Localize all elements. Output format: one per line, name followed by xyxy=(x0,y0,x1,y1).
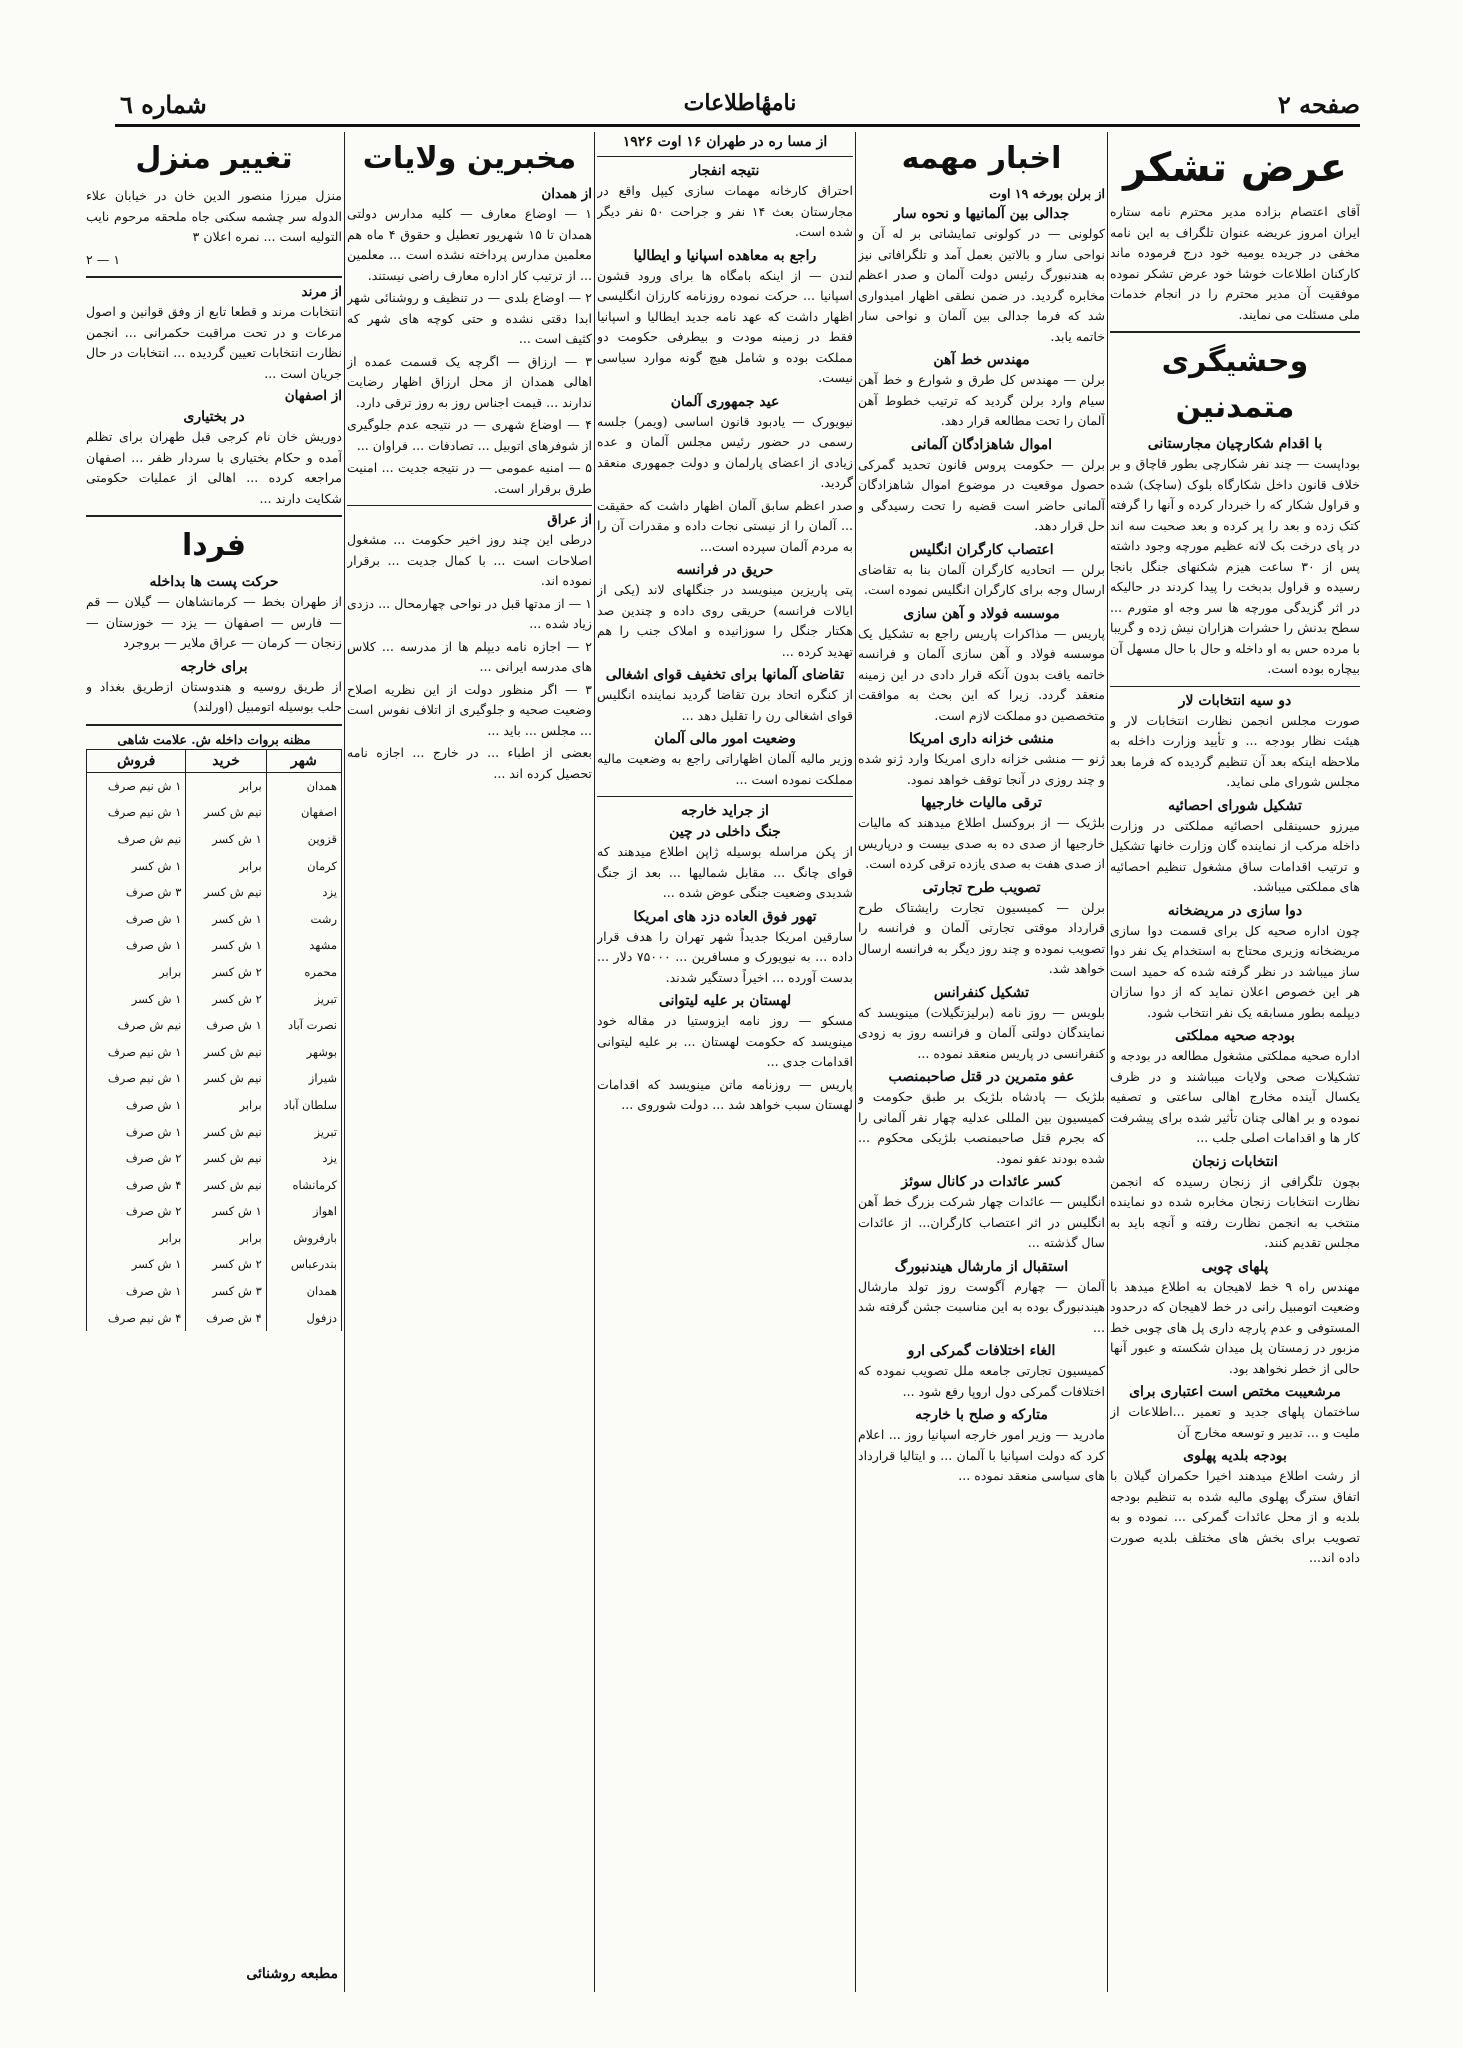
column-5 xyxy=(86,132,342,1992)
news-text: پتی پاریزین مینویسد در جنگلهای لاند (یکی از ایالات فرانسه) حریقی روی داده و چندین صد هکتار جنگل را سوزانیده و املاک جنب را هم تهدید کرده ... xyxy=(597,582,853,659)
section-sub: از عراق xyxy=(547,512,592,528)
news-text: مسکو — روز نامه ایزوستیا در مقاله خود مینویسد که حکومت لهستان ... بر علیه لیتوانی اقدامات جدی ... xyxy=(597,1013,853,1069)
table-cell: بارفروش xyxy=(266,1225,341,1252)
divider xyxy=(86,515,342,517)
news-sub: تشکیل کنفرانس xyxy=(933,984,1030,1001)
table-cell: یزد xyxy=(266,879,341,906)
news-text: انگلیس — عائدات چهار شرکت بزرگ خط آهن انگلیس در اثر اعتصاب کارگران... از عائدات سال گذشته ... xyxy=(858,1194,1105,1250)
table-cell: برابر xyxy=(186,1225,266,1252)
news-text: برلن — کمیسیون تجارت رایشتاک طرح قرارداد موقتی تجارتی آلمان و فرانسه را تصویب نموده و چند روز دیگر به فرانسه ارسال خواهد شد. xyxy=(858,899,1105,976)
table-cell: ۱ ش کسر xyxy=(186,905,266,932)
table-cell: قزوین xyxy=(266,826,341,853)
projects-title: مرشعیبت مختص است اعتباری برای xyxy=(1129,1384,1341,1400)
table-cell: برابر xyxy=(186,772,266,799)
table-cell: ۱ ش نیم صرف xyxy=(87,799,186,826)
section-sub: از جراید خارجه xyxy=(681,803,769,819)
table-cell: ۱ ش کسر xyxy=(186,1198,266,1225)
table-cell: نیم ش صرف xyxy=(87,1012,186,1039)
table-cell: سلطان آباد xyxy=(266,1092,341,1119)
table-row xyxy=(87,959,342,986)
table-cell: تبریز xyxy=(266,1118,341,1145)
correspondents-title: مخبرین ولایات xyxy=(362,141,577,176)
table-cell: ۴ ش صرف xyxy=(186,1304,266,1331)
rates-header: خرید xyxy=(186,749,266,772)
news-text: بلویس — روز نامه (برلیزتگیلات) مینویسد که نمایندگان دولتی آلمان و فرانسه روز به زودی کنفرانسی در پاریس منعقد نموده ... xyxy=(858,1004,1105,1061)
table-cell: نیم ش صرف xyxy=(87,826,186,853)
news-text: برلن — حکومت پروس قانون تحدید گمرکی حصول موقعیت در موضوع اموال شاهزادگان آلمانی حاضر است قضیه را تحت رسیدگی و حل قرار دهد. xyxy=(858,456,1105,533)
report-text: ۲ — اوضاع بلدی — در تنظیف و روشنائی شهر ابدا دقتی نشده و حتی کوچه های شهر که کثیف است ... xyxy=(347,290,592,346)
table-cell: ۱ ش صرف xyxy=(87,1118,186,1145)
budget-title: بودجه صحیه مملکتی xyxy=(1175,1028,1295,1044)
divider xyxy=(86,724,342,726)
column-4 xyxy=(347,132,592,1992)
zanjan-title: انتخابات زنجان xyxy=(1192,1153,1278,1170)
news-text: لندن — از اینکه بامگاه ها برای ورود قشون اسپانیا ... حرکت نموده روزنامه کارزان انگلیسی اظهار داشت که عهد نامه جدید ایطالیا و اسپانیا فقط در زمینه مودت و بیطرفی حکومت دو مملکت بوده و شامل هیچ گونه موارد سیاسی نیست. xyxy=(597,267,853,385)
health-title: تشکیل شورای احصائیه xyxy=(1168,797,1302,814)
dateline: از برلن بورخه ۱۹ اوت xyxy=(989,186,1105,201)
table-cell: ۱ ش صرف xyxy=(87,905,186,932)
table-cell: ۲ ش کسر xyxy=(186,985,266,1012)
table-cell: اصفهان xyxy=(266,799,341,826)
news-sub: اموال شاهزادگان آلمانی xyxy=(911,436,1052,453)
table-cell: محمره xyxy=(266,959,341,986)
table-cell: مشهد xyxy=(266,932,341,959)
table-cell: نیم ش کسر xyxy=(186,799,266,826)
table-cell: برابر xyxy=(87,1225,186,1252)
table-row xyxy=(87,1198,342,1225)
abroad-title: از مسا ره در طهران ۱۶ اوت ۱۹۲۶ xyxy=(622,134,828,150)
news-text: بلژیک — از بروکسل اطلاع میدهند که مالیات خارجیها از صدی ده به صدی بیست و درپاریس از صدی هفت به صدی یازده ترقی کرده است. xyxy=(858,815,1105,871)
table-cell: ۴ ش نیم صرف xyxy=(87,1304,186,1331)
table-cell: یزد xyxy=(266,1145,341,1172)
report-text: ۱ — اوضاع معارف — کلیه مدارس دولتی همدان تا ۱۵ شهریور تعطیل و حقوق ۴ ماه هم معلمین مدارس پرداخته نشده است ... معلمین ... از ترتیب کار اداره معارف راضی نیستند. xyxy=(347,206,592,283)
zanjan-text: بچون تلگرافی از زنجان رسیده که انجمن نظارت انتخابات زنجان مخابره شده دو نماینده منتخب به انجمن نظارت رفته و آنچه باید به مجلس تقدیم کنند. xyxy=(1110,1173,1360,1250)
page-number: صفحه ۲ xyxy=(1277,90,1360,119)
table-cell: برابر xyxy=(186,1092,266,1119)
table-row xyxy=(87,826,342,853)
table-row xyxy=(87,772,342,799)
news-text: بلژیک — پادشاه بلژیک بر طبق حکومت و کمیسیون بین المللی عدلیه چهار نفر آلمانی را که بجرم قتل صاحبمنصب بلژیکی محکوم ... شده بودند عفو نمود. xyxy=(858,1089,1105,1166)
table-cell: نیم ش کسر xyxy=(186,1065,266,1092)
news-sub: لهستان بر علیه لیتوانی xyxy=(658,993,792,1009)
masthead xyxy=(120,86,1360,122)
table-row xyxy=(87,1065,342,1092)
table-cell: ۱ ش صرف xyxy=(87,932,186,959)
news-text: مادرید — وزیر امور خارجه اسپانیا روز ... اعلام کرد که دولت اسپانیا با آلمان ... و ایتالیا قرارداد های سیاسی منعقد نموده ... xyxy=(858,1427,1105,1483)
printer-name: مطبعه روشنائی xyxy=(246,1966,338,1982)
news-text: از کنگره اتحاد برن تقاضا گردید نماینده انگلیس قوای اشغالی رن را تقلیل دهد ... xyxy=(597,687,853,723)
table-cell: دزفول xyxy=(266,1304,341,1331)
news-sub: اعتصاب کارگران انگلیس xyxy=(909,541,1054,558)
table-cell: ۴ ش صرف xyxy=(87,1171,186,1198)
column-rule xyxy=(1107,132,1108,1992)
table-cell: نیم ش کسر xyxy=(186,1171,266,1198)
table-cell: ۱ ش کسر xyxy=(186,826,266,853)
table-row xyxy=(87,799,342,826)
news-sub: عفو متمرین در قتل صاحبمنصب xyxy=(888,1069,1075,1085)
table-cell: نیم ش کسر xyxy=(186,1145,266,1172)
medicine-text: چون اداره صحیه کل برای قسمت دوا سازی مریضخانه وزیری محتاج به استخدام یک نفر دوا ساز میباشد در نظر گرفته شده که حمید است هر این خصوص اعلان نماید که از دوا سازان دیپلمه بطور مسابقه یک نفر انتخاب شود. xyxy=(1110,922,1360,1020)
table-row xyxy=(87,1304,342,1331)
report-text: ۲ — اجازه نامه دیپلم ها از مدرسه ... کلاس های مدرسه ایرانی ... xyxy=(347,638,592,674)
section-sub: برای خارجه xyxy=(180,658,248,675)
news-sub: منشی خزانه داری امریکا xyxy=(908,731,1055,747)
news-text: آلمان — چهارم آگوست روز تولد مارشال هیندنبورگ بوده به این مناسبت جشن گرفته شد ... xyxy=(858,1278,1105,1335)
elections-text: صورت مجلس انجمن نظارت انتخابات لار و هیئت نظار بودجه ... و تأیید وزارت داخله به ملاحظه اینکه بعد آن تنظیم گردیده که فرما بعد مجلس شورای ملی نماید. xyxy=(1110,712,1360,789)
divider xyxy=(347,505,592,506)
pahlavi-title: بودجه بلدیه پهلوی xyxy=(1183,1448,1287,1464)
rates-header: شهر xyxy=(266,749,341,772)
table-cell: ۲ ش صرف xyxy=(87,1198,186,1225)
section-sub: از همدان xyxy=(541,186,592,202)
column-1 xyxy=(1110,132,1360,1992)
divider xyxy=(597,156,853,157)
news-text: پاریس — روزنامه ماتن مینویسد که اقدامات لهستان سبب خواهد شد ... دولت شوروی ... xyxy=(597,1076,853,1112)
table-cell: نصرت آباد xyxy=(266,1012,341,1039)
news-sub: متارکه و صلح با خارجه xyxy=(915,1407,1048,1423)
table-cell: ۲ ش کسر xyxy=(186,1251,266,1278)
rates-header: فروش xyxy=(87,749,186,772)
news-sub: تصویب طرح تجارتی xyxy=(922,879,1041,896)
tomorrow-title: فردا xyxy=(182,528,246,563)
bridges-title: پلهای چوبی xyxy=(1201,1258,1269,1275)
divider xyxy=(1110,686,1360,687)
table-cell: اهواز xyxy=(266,1198,341,1225)
table-cell: ۱ ش صرف xyxy=(87,1278,186,1305)
news-text: برلن — اتحادیه کارگران آلمان بنا به تقاضای ارسال وجه برای کارگران انگلیس نموده است. xyxy=(858,561,1105,597)
report-text: دوریش خان نام کرجی قبل طهران برای تظلم آمده و حکام بختیاری با سردار ظفر ... اصفهان مراجعه کرده ... اهالی از عملیات حکومتی شکایت دارند ... xyxy=(86,429,342,506)
table-cell: ۱ ش کسر xyxy=(87,985,186,1012)
divider xyxy=(86,276,342,278)
rates-body xyxy=(87,772,342,1331)
section-sub: از اصفهان xyxy=(284,388,342,404)
news-text: پاریس — مذاکرات پاریس راجع به تشکیل یک موسسه فولاد و آهن سازی آلمان و فرانسه خاتمه یافت بدون آنکه قرار دادی در این زمینه منعقد گردد. زیرا که این بحث به موافقت متخصصین دو مملکت لازم است. xyxy=(858,625,1105,723)
report-text: ۳ — ارزاق — اگرچه یک قسمت عمده از اهالی همدان از محل ارزاق اظهار رضایت ندارند ... قیمت اجناس روز به روز ترقی دارد. xyxy=(347,353,592,410)
report-text: از طهران بخط — کرمانشاهان — گیلان — قم — فارس — اصفهان — یزد — خوزستان — زنجان — کرمان — عراق ملایر — بروجرد xyxy=(86,594,342,650)
rates-table xyxy=(86,749,342,1331)
news-text: کولونی — در کولونی تمایشاتی بر له آن و نواحی سار و بالاتین بعمل آمد و تلگرافاتی نیز به هندنبورگ رئیس دولت آلمان و صدر اعظم مخابره گردید. در ضمن نطقی اظهار امیدواری شد که فرما جدالی بین آلمان و نواحی سار خاتمه یابد. xyxy=(858,226,1105,344)
report-text: ۴ — اوضاع شهری — در نتیجه عدم جلوگیری از شوفرهای اتوبیل ... تصادفات ... فراوان ... xyxy=(347,417,592,453)
news-sub: جنگ داخلی در چین xyxy=(669,824,781,840)
news-sub: کسر عائدات در کانال سوئز xyxy=(901,1174,1062,1190)
news-sub: وضعیت امور مالی آلمان xyxy=(654,731,796,747)
table-cell: ۱ ش نیم صرف xyxy=(87,772,186,799)
section-sub: از مرند xyxy=(301,284,342,300)
savagery-title: وحشیگری متمدنین xyxy=(1161,344,1309,425)
news-text: سارقین امریکا جدیداً شهر تهران را هدف قرار داده ... به نیویورک و مسافرین ... ۷۵۰۰۰ دلار ... بدست آورده ... اخیراً دستگیر شدند. xyxy=(597,928,853,985)
table-row xyxy=(87,1092,342,1119)
news-sub: الغاء اختلافات گمرکی ارو xyxy=(907,1343,1056,1359)
table-row xyxy=(87,852,342,879)
table-row xyxy=(87,879,342,906)
issue-number: شماره ٦ xyxy=(120,90,207,119)
table-cell: ۳ ش صرف xyxy=(87,879,186,906)
table-cell: بندرعباس xyxy=(266,1251,341,1278)
news-sub: مهندس خط آهن xyxy=(933,352,1030,368)
table-cell: همدان xyxy=(266,1278,341,1305)
masthead-rule xyxy=(115,124,1360,127)
table-cell: ۱ ش صرف xyxy=(186,1012,266,1039)
report-text: ۵ — امنیه عمومی — در نتیجه جدیت ... امنیت طرق برقرار است. xyxy=(347,460,592,496)
table-cell: ۳ ش کسر xyxy=(186,1278,266,1305)
budget-text: اداره صحیه مملکتی مشغول مطالعه در بودجه و تشکیلات صحی ولایات میباشند و در ظرف یکسال آینده مخارج اهالی ساعتی و تصفیه نموده و بر اهالی چنان تأثیر شده برای پیشرفت کار ها و اقدامات اصلی جلب ... xyxy=(1110,1048,1360,1145)
paper-name: نامهٔاطلاعات xyxy=(683,90,797,116)
divider xyxy=(1110,331,1360,333)
table-cell: نیم ش کسر xyxy=(186,879,266,906)
column-2 xyxy=(858,132,1105,1992)
table-cell: ۱ ش نیم صرف xyxy=(87,1065,186,1092)
table-cell: ۱ ش کسر xyxy=(87,1251,186,1278)
pahlavi-text: از رشت اطلاع میدهند اخیرا حکمران گیلان با اتفاق سترگ پهلوی مالیه شده به تنظیم بودجه بلدیه و از محل عائدات گمرکی ... نموده و به تصویب برای بخش های مختلف بلدیه صورت داده اند... xyxy=(1110,1468,1360,1565)
table-row xyxy=(87,985,342,1012)
table-cell: ۲ ش کسر xyxy=(186,959,266,986)
table-row xyxy=(87,1225,342,1252)
table-cell: کرمان xyxy=(266,852,341,879)
savagery-text: بوداپست — چند نفر شکارچی بطور قاچاق و بر خلاف قانون داخل شکارگاه بلوک (ساچک) شده و قراول شکار که را خبردار کرده و آنها را گرفته کتک زده و بعد را پر کرده و بعد صحبت سه اند در پای درخت بک لانه عظیم مورچه وجود داشته پس از ۳۰ ساعت هیزم شکنهای جنگل بانجا رسیده و قراول بدبخت را پیدا کردند در حالیکه در اثر گزیدگی مورچه ها سر وجه او متورم ... سطح بدنش را حشرات هزاران نیش زده و گریبا با مرده حس به او داخله و حال با حال مسهل آن بیچاره بوده است. xyxy=(1110,456,1360,676)
column-3 xyxy=(597,132,853,1992)
moving-title: تغییر منزل xyxy=(135,141,293,176)
news-text: برلن — مهندس کل طرق و شوارع و خط آهن سیام وارد برلن گردید که ترتیب خطوط آهن آلمان را تحت مطالعه قرار دهد. xyxy=(858,372,1105,428)
table-row xyxy=(87,1145,342,1172)
news-sub: جدالی بین آلمانیها و نحوه سار xyxy=(893,206,1070,222)
table-row xyxy=(87,1038,342,1065)
table-row xyxy=(87,1171,342,1198)
table-row xyxy=(87,1118,342,1145)
report-text: از طریق روسیه و هندوستان ازطریق بغداد و حلب بوسیله اتومبیل (اورلند) xyxy=(86,678,342,714)
health-text: میرزو حسینقلی احصائیه مملکتی در وزارت داخله مرکب از نماینده گان وزارت خانها تشکیل و ترتیب اقدامات ساق مشغول تنظیم احصائیه های مملکتی میباشد. xyxy=(1110,817,1360,894)
important-news-title: اخبار مهمه xyxy=(901,141,1062,176)
column-rule xyxy=(855,132,856,1992)
column-rule xyxy=(594,132,595,1992)
table-row xyxy=(87,905,342,932)
thanks-text: آقای اعتصام بزاده مدیر محترم نامه ستاره ایران امروز عریضه عنوان تلگراف به این نامه مخفی در جریده یومیه خود درج فرموده ماند کارکنان اطلاعات خوشا خود عرض تشکر نموده موفقیت آن مدیر محترم را در انجام خدمات ملی مسئلت می نمایند. xyxy=(1110,204,1360,322)
report-text: ۳ — اگر منظور دولت از این نظریه اصلاح وضعیت صحیه و جلوگیری از اتلاف نفوس است ... مجلس ... باید ... xyxy=(347,681,592,738)
table-cell: ۱ ش صرف xyxy=(87,1092,186,1119)
medicine-title: دوا سازی در مریضخانه xyxy=(1167,902,1303,919)
section-sub: حرکت پست ها بداخله xyxy=(149,574,279,590)
elections-title: دو سیه انتخابات لار xyxy=(1178,692,1292,709)
report-text: درطی این چند روز اخیر حکومت ... مشغول اصلاحات است ... با کمال جدیت ... برقرار نموده اند. xyxy=(347,532,592,588)
table-row xyxy=(87,1278,342,1305)
projects-text: ساختمان پلهای جدید و تعمیر ...اطلاعات از ملیت و ... تدبیر و توسعه مخارج آن xyxy=(1110,1404,1360,1440)
news-sub: استقبال از مارشال هیندنبورگ xyxy=(894,1258,1069,1275)
news-text: وزیر مالیه آلمان اظهاراتی راجع به وضعیت مالیه مملکت نموده است ... xyxy=(597,751,853,787)
divider xyxy=(597,796,853,797)
news-text: نیویورک — یادبود قانون اساسی (ویمر) جلسه رسمی در حضور رئیس مجلس آلمان و عده زیادی از اعضای پارلمان و دولت جمهوری منعقد گردید. xyxy=(597,413,853,490)
table-cell: تبریز xyxy=(266,985,341,1012)
news-sub: موسسه فولاد و آهن سازی xyxy=(903,605,1060,622)
table-cell: ۱ ش کسر xyxy=(186,932,266,959)
news-sub: نتیجه انفجار xyxy=(690,163,760,179)
table-row xyxy=(87,1012,342,1039)
table-cell: همدان xyxy=(266,772,341,799)
news-text: احتراق کارخانه مهمات سازی کیپل واقع در مجارستان بعث ۱۴ نفر و جراحت ۵۰ نفر دیگر شده است. xyxy=(597,183,853,239)
table-cell: ۱ ش کسر xyxy=(87,852,186,879)
column-rule xyxy=(344,132,345,1992)
ad-number: ۱ — ۲ xyxy=(86,251,121,267)
table-cell: رشت xyxy=(266,905,341,932)
section-sub: در بختیاری xyxy=(183,409,245,425)
table-cell: ۱ ش نیم صرف xyxy=(87,1038,186,1065)
news-sub: ترقی مالیات خارجیها xyxy=(921,795,1042,811)
news-text: از پکن مراسله بوسیله ژاپن اطلاع میدهند که قوای چانگ ... مقابل شمالیها ... بعد از جنگ شدیدی وضعیت جنگی عوض شده ... xyxy=(597,844,853,900)
table-cell: شیراز xyxy=(266,1065,341,1092)
table-cell: نیم ش کسر xyxy=(186,1118,266,1145)
report-text: بعضی از اطباء ... در خارج ... اجازه نامه تحصیل کرده اند ... xyxy=(347,745,592,781)
table-cell: بوشهر xyxy=(266,1038,341,1065)
news-sub: راجع به معاهده اسپانیا و ایطالیا xyxy=(633,247,817,264)
table-cell: برابر xyxy=(186,852,266,879)
table-cell: نیم ش کسر xyxy=(186,1038,266,1065)
news-text: ژنو — منشی خزانه داری امریکا وارد ژنو شده و چند روزی در آنجا توقف خواهد نمود. xyxy=(858,751,1105,787)
table-cell: کرمانشاه xyxy=(266,1171,341,1198)
news-text: کمیسیون تجارتی جامعه ملل تصویب نموده که اختلافات گمرکی دول اروپا رفع شود ... xyxy=(858,1363,1105,1399)
table-row xyxy=(87,1251,342,1278)
moving-text: منزل میرزا منصور الدین خان در خیابان علاء الدوله سر چشمه سکنی جاه ملحقه مرحوم نایب التولیه است ... نمره اعلان ۳ xyxy=(86,188,342,244)
report-text: ۱ — از مدتها قبل در نواحی چهارمحال ... دزدی زیاد شده ... xyxy=(347,595,592,631)
news-sub: حریق در فرانسه xyxy=(676,562,774,578)
report-text: انتخابات مرند و قطعا تابع از وفق قوانین و اصول مرعات و در تحت مراقبت حکمرانی ... انجمن نظارت انتخابات تعیین گردیده ... انتخابات در حال جریان است ... xyxy=(86,304,342,381)
bridges-text: مهندس راه ۹ خط لاهیجان به اطلاع میدهد با وضعیت اتومبیل رانی در خط لاهیجان که درحدود المستوفی و عدم پارچه داری پل های چوبی خط مزبور در زمستان پل میدان شکسته و عبور آنها حالی از خطر نخواهد بود. xyxy=(1110,1278,1360,1376)
thanks-title: عرض تشکر xyxy=(1123,145,1347,191)
rates-title: مظنه بروات داخله ش. علامت شاهی xyxy=(117,731,311,747)
news-sub: عید جمهوری آلمان xyxy=(670,393,780,410)
table-cell: ۲ ش صرف xyxy=(87,1145,186,1172)
news-sub: تهور فوق العاده دزد های امریکا xyxy=(633,908,817,925)
news-sub: تقاضای آلمانها برای تخفیف قوای اشغالی xyxy=(605,667,845,683)
table-cell: برابر xyxy=(87,959,186,986)
savagery-sub: با اقدام شکارچیان مجارستانی xyxy=(1147,436,1323,452)
table-row xyxy=(87,932,342,959)
news-text: صدر اعظم سابق آلمان اظهار داشت که حقیقت ... آلمان را از نیستی نجات داده و مقدرات آن را به مردم آلمان سپرده است... xyxy=(597,497,853,554)
